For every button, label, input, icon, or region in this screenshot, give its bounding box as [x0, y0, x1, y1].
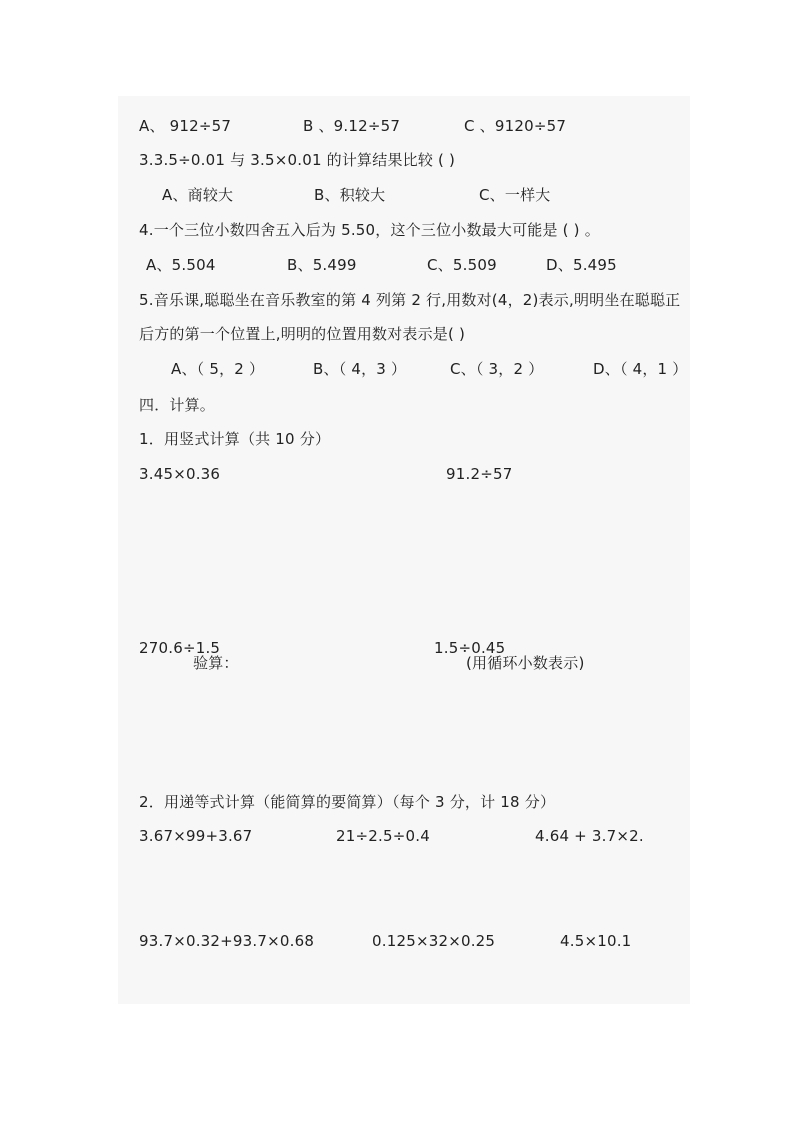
q3-option-a: A、商较大	[162, 186, 234, 204]
q2-option-a: A、 912÷57	[139, 117, 232, 135]
q2-option-c: C 、9120÷57	[464, 117, 567, 135]
q3-stem: 3.3.5÷0.01 与 3.5×0.01 的计算结果比较 ( )	[139, 151, 456, 169]
repeating-decimal-note: (用循环小数表示)	[466, 654, 585, 672]
part1-title: 1．用竖式计算（共 10 分）	[139, 430, 331, 448]
q4-option-c: C、5.509	[427, 256, 497, 274]
step-problem-1: 3.67×99+3.67	[139, 827, 253, 845]
q4-stem: 4.一个三位小数四舍五入后为 5.50，这个三位小数最大可能是 ( ) 。	[139, 221, 600, 239]
step-problem-4: 93.7×0.32+93.7×0.68	[139, 932, 315, 950]
q5-option-c: C、（ 3，2 ）	[450, 360, 544, 378]
q4-option-a: A、5.504	[146, 256, 216, 274]
q5-stem-line1: 5.音乐课,聪聪坐在音乐教室的第 4 列第 2 行,用数对(4，2)表示,明明坐在聪聪正	[139, 291, 681, 309]
vertical-problem-1: 3.45×0.36	[139, 465, 221, 483]
step-problem-6: 4.5×10.1	[560, 932, 632, 950]
q4-option-d: D、5.495	[546, 256, 617, 274]
q5-option-b: B、（ 4，3 ）	[313, 360, 407, 378]
q5-option-d: D、（ 4，1 ）	[593, 360, 688, 378]
section4-title: 四．计算。	[139, 396, 216, 414]
q2-option-b: B 、9.12÷57	[303, 117, 401, 135]
step-problem-5: 0.125×32×0.25	[372, 932, 496, 950]
q3-option-b: B、积较大	[314, 186, 386, 204]
step-problem-3: 4.64 + 3.7×2.	[535, 827, 644, 845]
vertical-problem-2: 91.2÷57	[446, 465, 513, 483]
vertical-problem-3: 270.6÷1.5	[139, 639, 221, 657]
part2-title: 2．用递等式计算（能简算的要简算）（每个 3 分，计 18 分）	[139, 793, 556, 811]
check-label: 验算：	[193, 654, 239, 672]
q3-option-c: C、一样大	[479, 186, 551, 204]
vertical-problem-4: 1.5÷0.45	[434, 639, 506, 657]
q5-option-a: A、（ 5，2 ）	[171, 360, 265, 378]
q4-option-b: B、5.499	[287, 256, 357, 274]
step-problem-2: 21÷2.5÷0.4	[336, 827, 430, 845]
q5-stem-line2: 后方的第一个位置上,明明的位置用数对表示是( )	[139, 325, 466, 343]
